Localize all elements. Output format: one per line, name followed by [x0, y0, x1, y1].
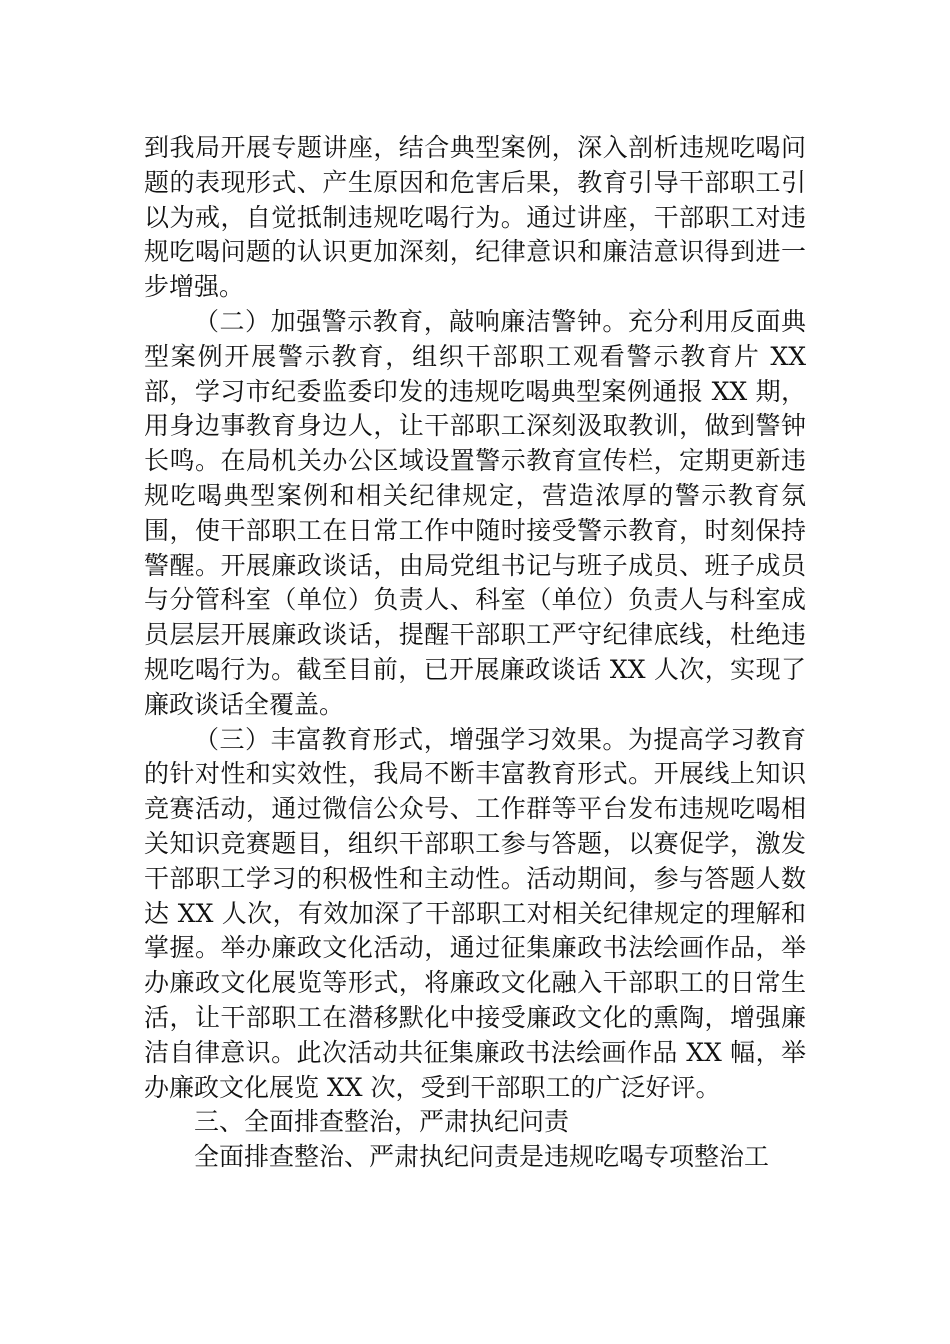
section-heading: 三、全面排查整治，严肃执纪问责 — [194, 1107, 570, 1137]
paragraph-warning-education: （二）加强警示教育，敲响廉洁警钟。充分利用反面典型案例开展警示教育，组织干部职工观看警示教育片 XX 部，学习市纪委监委印发的违规吃喝典型案例通报 XX 期，用身边事教育身边人，让干部职工深刻汲取教训，做到警钟长鸣。在局机关办公区域设置警示教育宣传栏，定期更新违规吃喝典型案例和相关纪律规定，营造浓厚的警示教育氛围，使干部职工在日常工作中随时接受警示教育，时刻保持警醒。开展廉政谈话，由局党组书记与班子成员、班子成员与分管科室（单位）负责人、科室（单位）负责人与科室成员层层开展廉政谈话，提醒干部职工严守纪律底线，杜绝违规吃喝行为。截至目前，已开展廉政谈话 XX 人次，实现了廉政谈话全覆盖。 — [144, 306, 806, 719]
paragraph-section-intro: 全面排查整治、严肃执纪问责是违规吃喝专项整治工 — [194, 1142, 770, 1172]
paragraph-education-forms: （三）丰富教育形式，增强学习效果。为提高学习教育的针对性和实效性，我局不断丰富教育形式。开展线上知识竞赛活动，通过微信公众号、工作群等平台发布违规吃喝相关知识竞赛题目，组织干部职工参与答题，以赛促学，激发干部职工学习的积极性和主动性。活动期间，参与答题人数达 XX 人次，有效加深了干部职工对相关纪律规定的理解和掌握。举办廉政文化活动，通过征集廉政书法绘画作品，举办廉政文化展览等形式，将廉政文化融入干部职工的日常生活，让干部职工在潜移默化中接受廉政文化的熏陶，增强廉洁自律意识。此次活动共征集廉政书法绘画作品 XX 幅，举办廉政文化展览 XX 次，受到干部职工的广泛好评。 — [144, 724, 806, 1102]
paragraph-continuation: 到我局开展专题讲座，结合典型案例，深入剖析违规吃喝问题的表现形式、产生原因和危害后果，教育引导干部职工引以为戒，自觉抵制违规吃喝行为。通过讲座，干部职工对违规吃喝问题的认识更加深刻，纪律意识和廉洁意识得到进一步增强。 — [144, 133, 806, 302]
document-body — [144, 131, 806, 1175]
